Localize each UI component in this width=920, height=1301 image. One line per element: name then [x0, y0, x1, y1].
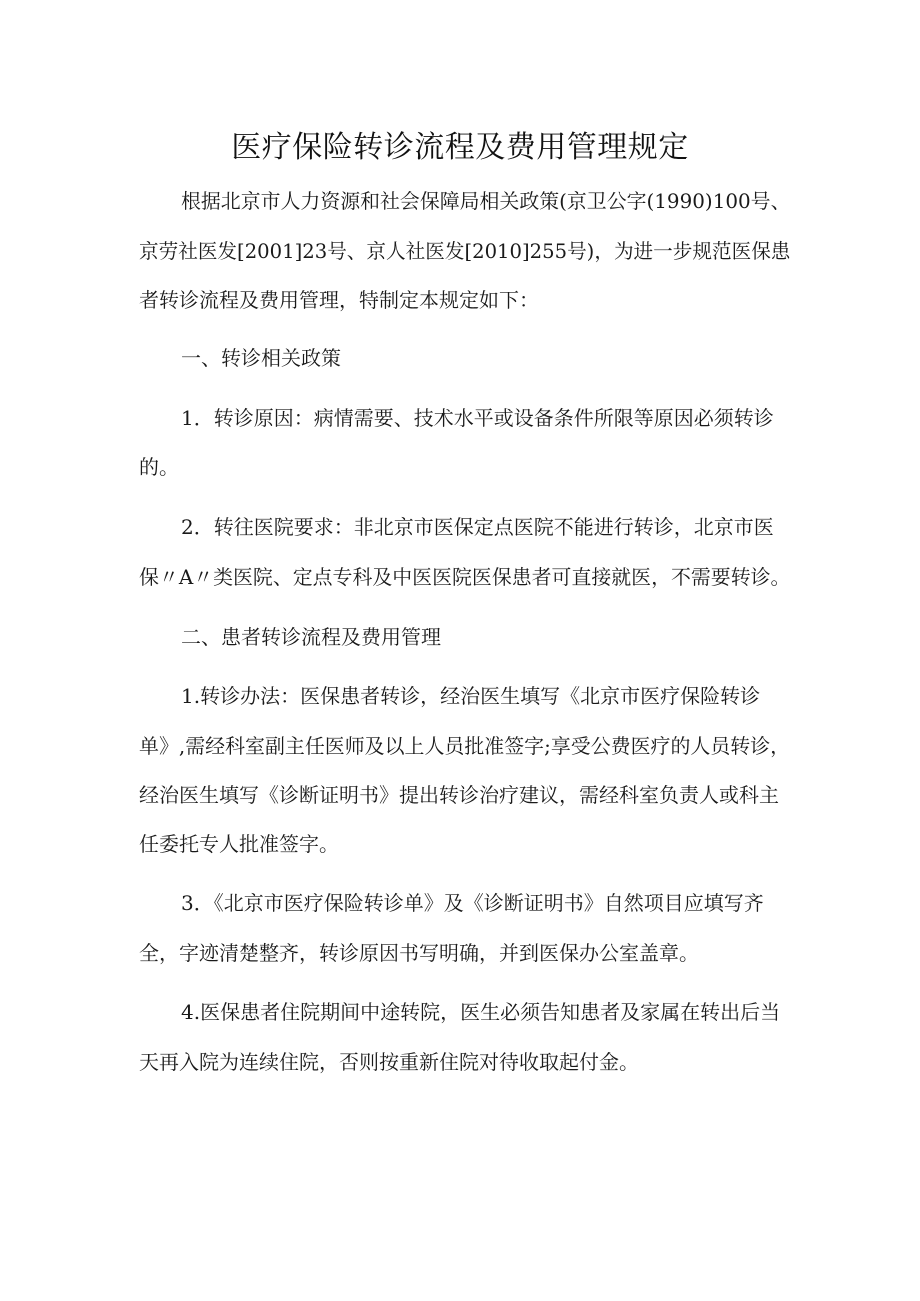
paragraph-line: 1.转诊办法：医保患者转诊，经治医生填写《北京市医疗保险转诊	[181, 684, 761, 708]
paragraph-line: 全，字迹清楚整齐，转诊原因书写明确，并到医保办公室盖章。	[139, 941, 699, 965]
paragraph-line: 1．转诊原因：病情需要、技术水平或设备条件所限等原因必须转诊	[181, 406, 774, 430]
section-1-heading: 一、转诊相关政策	[181, 346, 341, 370]
intro-line: 京劳社医发[2001]23号、京人社医发[2010]255号)，为进一步规范医保患	[139, 239, 791, 263]
paragraph-line: 经治医生填写《诊断证明书》提出转诊治疗建议，需经科室负责人或科主	[139, 783, 779, 807]
paragraph-line: 保〃A〃类医院、定点专科及中医医院医保患者可直接就医，不需要转诊。	[139, 565, 791, 589]
intro-line: 根据北京市人力资源和社会保障局相关政策(京卫公字(1990)100号、	[181, 189, 791, 213]
section-2-heading: 二、患者转诊流程及费用管理	[181, 625, 441, 649]
paragraph-line: 任委托专人批准签字。	[139, 832, 339, 856]
paragraph-line: 4.医保患者住院期间中途转院，医生必须告知患者及家属在转出后当	[181, 1000, 781, 1024]
paragraph-line: 2．转往医院要求：非北京市医保定点医院不能进行转诊，北京市医	[181, 515, 774, 539]
paragraph-line: 天再入院为连续住院，否则按重新住院对待收取起付金。	[139, 1050, 639, 1074]
intro-line: 者转诊流程及费用管理，特制定本规定如下：	[139, 288, 539, 312]
paragraph-line: 3．《北京市医疗保险转诊单》及《诊断证明书》自然项目应填写齐	[181, 891, 764, 915]
document-title: 医疗保险转诊流程及费用管理规定	[231, 130, 689, 165]
paragraph-line: 的。	[139, 455, 179, 479]
paragraph-line: 单》,需经科室副主任医师及以上人员批准签字;享受公费医疗的人员转诊，	[139, 734, 791, 758]
